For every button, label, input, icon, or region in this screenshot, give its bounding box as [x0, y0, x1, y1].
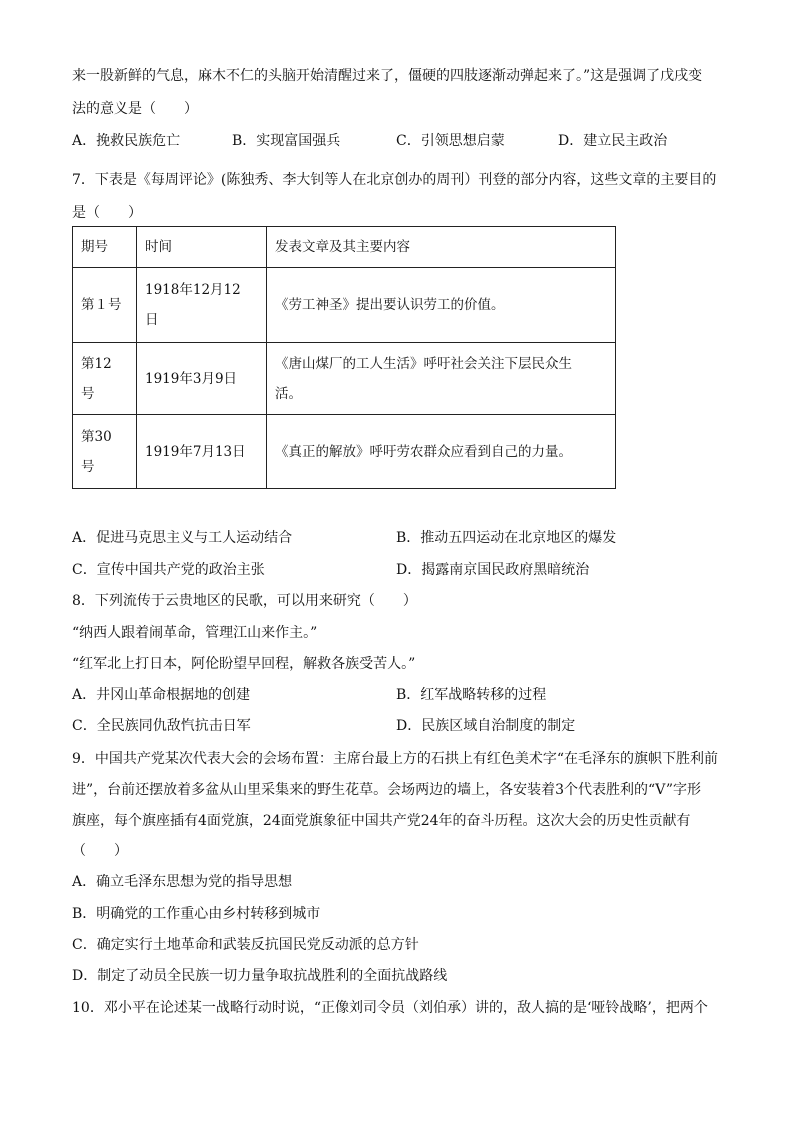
q9-option-c: C．确定实行土地革命和武装反抗国民党反动派的总方针	[72, 937, 419, 953]
row3-content: 《真正的解放》呼吁劳农群众应看到自己的力量。	[267, 415, 616, 489]
q8-quote1: “纳西人跟着闹革命，管理江山来作主。”	[72, 625, 318, 641]
q8-quote2: “红军北上打日本，阿伦盼望早回程，解救各族受苦人。”	[72, 656, 416, 672]
row2-date: 1919年3月9日	[137, 343, 267, 415]
q8-option-d: D．民族区域自治制度的制定	[396, 718, 576, 734]
q9-text-line4: （ ）	[72, 843, 128, 859]
q6-option-a: A．挽救民族危亡	[72, 133, 181, 149]
q10-text-line1: 10．邓小平在论述某一战略行动时说，“正像刘司令员（刘伯承）讲的，敌人搞的是‘哑铃战略’，把两个	[72, 1000, 708, 1016]
q6-text-line2: 法的意义是（ ）	[72, 101, 198, 117]
q7-table	[72, 226, 616, 489]
header-content: 发表文章及其主要内容	[267, 227, 616, 268]
header-date: 时间	[137, 227, 267, 268]
q6-text-line1: 来一股新鲜的气息，麻木不仁的头脑开始清醒过来了，僵硬的四肢逐渐动弹起来了。”这是强调了戊戌变	[72, 68, 703, 84]
q8-option-c: C．全民族同仇敌忾抗击日军	[72, 718, 251, 734]
row3-issue: 第30 号	[73, 415, 137, 489]
q7-text-line1: 7．下表是《每周评论》(陈独秀、李大钊等人在北京创办的周刊）刊登的部分内容，这些文章的主要目的	[72, 172, 717, 188]
q7-option-b: B．推动五四运动在北京地区的爆发	[396, 530, 617, 546]
q6-option-b: B．实现富国强兵	[232, 133, 341, 149]
table-row	[73, 415, 616, 489]
header-issue: 期号	[73, 227, 137, 268]
q9-option-d: D．制定了动员全民族一切力量争取抗战胜利的全面抗战路线	[72, 968, 448, 984]
row3-date: 1919年7月13日	[137, 415, 267, 489]
q7-option-a: A．促进马克思主义与工人运动结合	[72, 530, 293, 546]
q6-option-d: D．建立民主政治	[558, 133, 668, 149]
q6-option-c: C．引领思想启蒙	[396, 133, 505, 149]
table-row	[73, 268, 616, 343]
table-header-row	[73, 227, 616, 268]
q9-text-line3: 旗座，每个旗座插有4面党旗，24面党旗象征中国共产党24年的奋斗历程。这次大会的历史性贡献有	[72, 813, 691, 829]
row2-content: 《唐山煤厂的工人生活》呼吁社会关注下层民众生 活。	[267, 343, 616, 415]
q9-option-b: B．明确党的工作重心由乡村转移到城市	[72, 906, 321, 922]
q9-text-line2: 进”，台前还摆放着多盆从山里采集来的野生花草。会场两边的墙上，各安装着3个代表胜利的“V”字形	[72, 782, 701, 798]
q8-text-line1: 8．下列流传于云贵地区的民歌，可以用来研究（ ）	[72, 593, 417, 609]
row1-content: 《劳工神圣》提出要认识劳工的价值。	[267, 268, 616, 343]
q7-option-d: D．揭露南京国民政府黑暗统治	[396, 562, 590, 578]
row1-issue: 第１号	[73, 268, 137, 343]
q8-option-b: B．红军战略转移的过程	[396, 687, 547, 703]
q8-option-a: A．井冈山革命根据地的创建	[72, 687, 251, 703]
q9-option-a: A．确立毛泽东思想为党的指导思想	[72, 874, 293, 890]
q7-option-c: C．宣传中国共产党的政治主张	[72, 562, 265, 578]
row2-issue: 第12 号	[73, 343, 137, 415]
q7-text-line2: 是（ ）	[72, 205, 142, 221]
q9-text-line1: 9．中国共产党某次代表大会的会场布置：主席台最上方的石拱上有红色美术字“在毛泽东的旗帜下胜利前	[72, 751, 719, 767]
table-row	[73, 343, 616, 415]
row1-date: 1918年12月12 日	[137, 268, 267, 343]
